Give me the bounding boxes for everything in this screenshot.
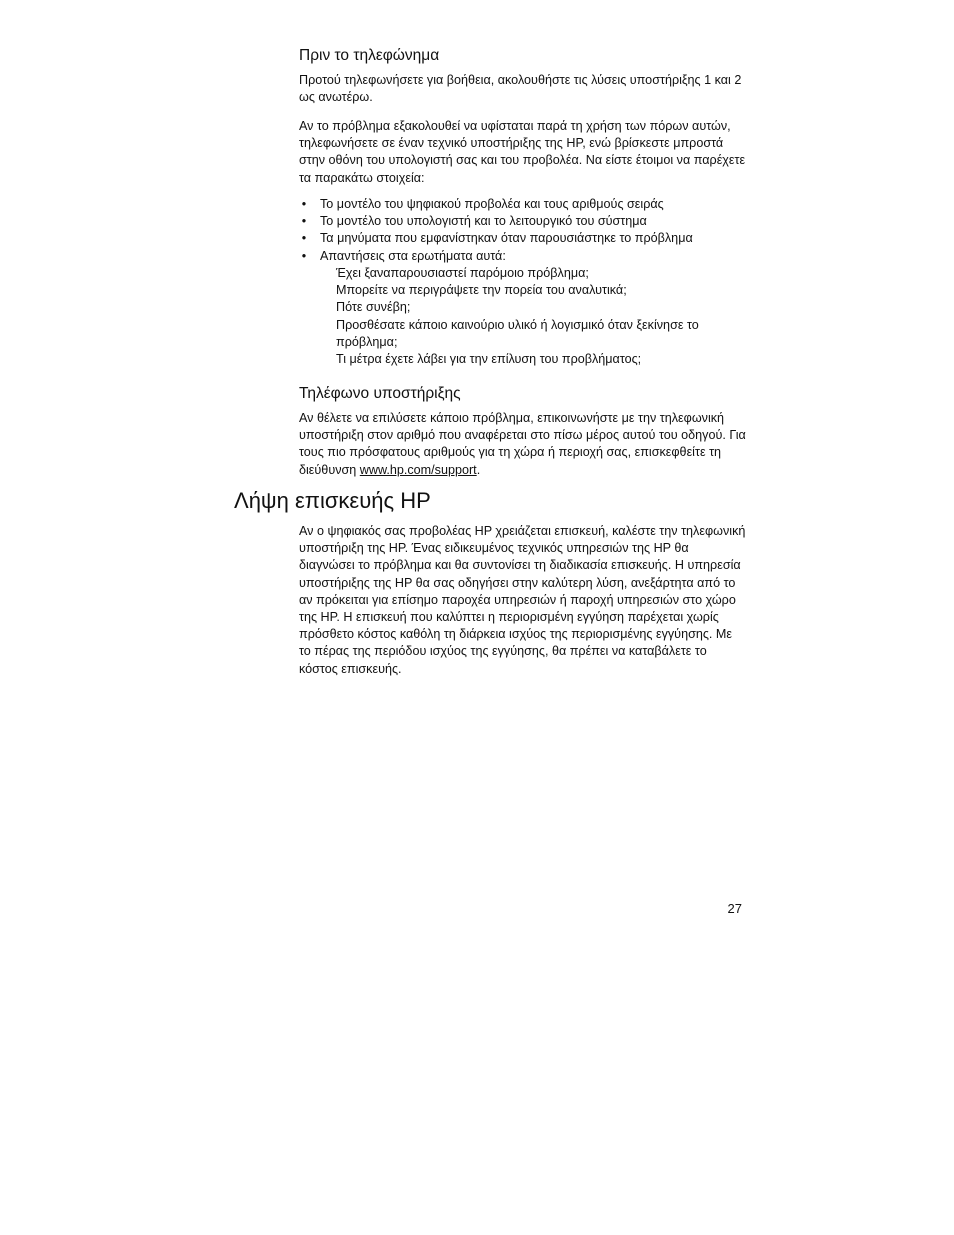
repair-heading: Λήψη επισκευής HP (234, 488, 431, 513)
bullet-item (299, 248, 749, 265)
bullet-text: Απαντήσεις στα ερωτήματα αυτά: (320, 248, 506, 263)
bullet-dot-icon: • (301, 197, 307, 211)
bullet-item (299, 230, 749, 247)
question-item: Έχει ξαναπαρουσιαστεί παρόμοιο πρόβλημα; (336, 266, 589, 280)
bullet-text: Το μοντέλο του ψηφιακού προβολέα και τους αριθμούς σειράς (320, 197, 664, 211)
bullet-text: Το μοντέλο του υπολογιστή και το λειτουργικό του σύστημα (320, 214, 647, 229)
before-call-details: Αν το πρόβλημα εξακολουθεί να υφίσταται παρά τη χρήση των πόρων αυτών, τηλεφωνήσετε σε έναν τεχνικό υποστήριξης της HP, ενώ βρίσκεστε μπροστά στην οθόνη του υπολογιστή σας και του προβολέα. Να είστε έτοιμοι να παρέχετε τα παρακάτω στοιχεία: (299, 119, 746, 185)
before-call-heading: Πριν το τηλεφώνημα (299, 47, 440, 64)
question-item: Πότε συνέβη; (336, 300, 411, 315)
support-link[interactable]: www.hp.com/support (359, 462, 477, 477)
page-number: 27 (727, 901, 742, 916)
support-phone-text (299, 410, 747, 479)
info-bullet-list (299, 196, 749, 265)
support-phone-body: Αν θέλετε να επιλύσετε κάποιο πρόβλημα, επικοινωνήστε με την τηλεφωνική υποστήριξη στον αριθμό που αναφέρεται στο πίσω μέρος αυτού του οδηγού. Για τους πιο πρόσφατους αριθμούς για τη χώρα ή περιοχή σας, επισκεφθείτε τη διεύθυνση (299, 411, 746, 477)
question-item: Μπορείτε να περιγράψετε την πορεία του αναλυτικά; (336, 283, 627, 298)
question-item: Προσθέσατε κάποιο καινούριο υλικό ή λογισμικό όταν ξεκίνησε το πρόβλημα; (336, 317, 699, 349)
bullet-text: Τα μηνύματα που εμφανίστηκαν όταν παρουσιάστηκε το πρόβλημα (320, 231, 693, 246)
bullet-dot-icon: • (301, 231, 307, 246)
bullet-dot-icon: • (301, 248, 307, 263)
bullet-item (299, 213, 749, 230)
bullet-dot-icon: • (301, 214, 307, 229)
support-phone-end: . (476, 462, 481, 477)
question-item: Τι μέτρα έχετε λάβει για την επίλυση του προβλήματος; (336, 352, 642, 367)
bullet-item (299, 196, 749, 213)
repair-text: Αν ο ψηφιακός σας προβολέας HP χρειάζεται επισκευή, καλέστε την τηλεφωνική υποστήριξη της HP. Ένας ειδικευμένος τεχνικός υπηρεσιών της HP θα διαγνώσει το πρόβλημα και θα συντονίσει τη διαδικασία επισκευής. Η υπηρεσία υποστήριξης της HP θα σας οδηγήσει στην καλύτερη λύση, ανεξάρτητα από το αν πρόκειται για επίσημο παροχέα υπηρεσιών ή παροχή υπηρεσιών στο χώρο της HP. Η επισκευή που καλύπτει η περιορισμένη εγγύηση παρέχεται χωρίς πρόσθετο κόστος καθόλη τη διάρκεια ισχύος της περιορισμένης εγγύησης. Με το πέρας της περιόδου ισχύος της εγγύησης, θα πρέπει να καταβάλετε το κόστος επισκευής. (299, 524, 746, 676)
question-list (336, 265, 746, 368)
support-phone-heading: Τηλέφωνο υποστήριξης (299, 385, 461, 402)
before-call-intro: Προτού τηλεφωνήσετε για βοήθεια, ακολουθήστε τις λύσεις υποστήριξης 1 και 2 ως ανωτέρω. (299, 73, 742, 105)
